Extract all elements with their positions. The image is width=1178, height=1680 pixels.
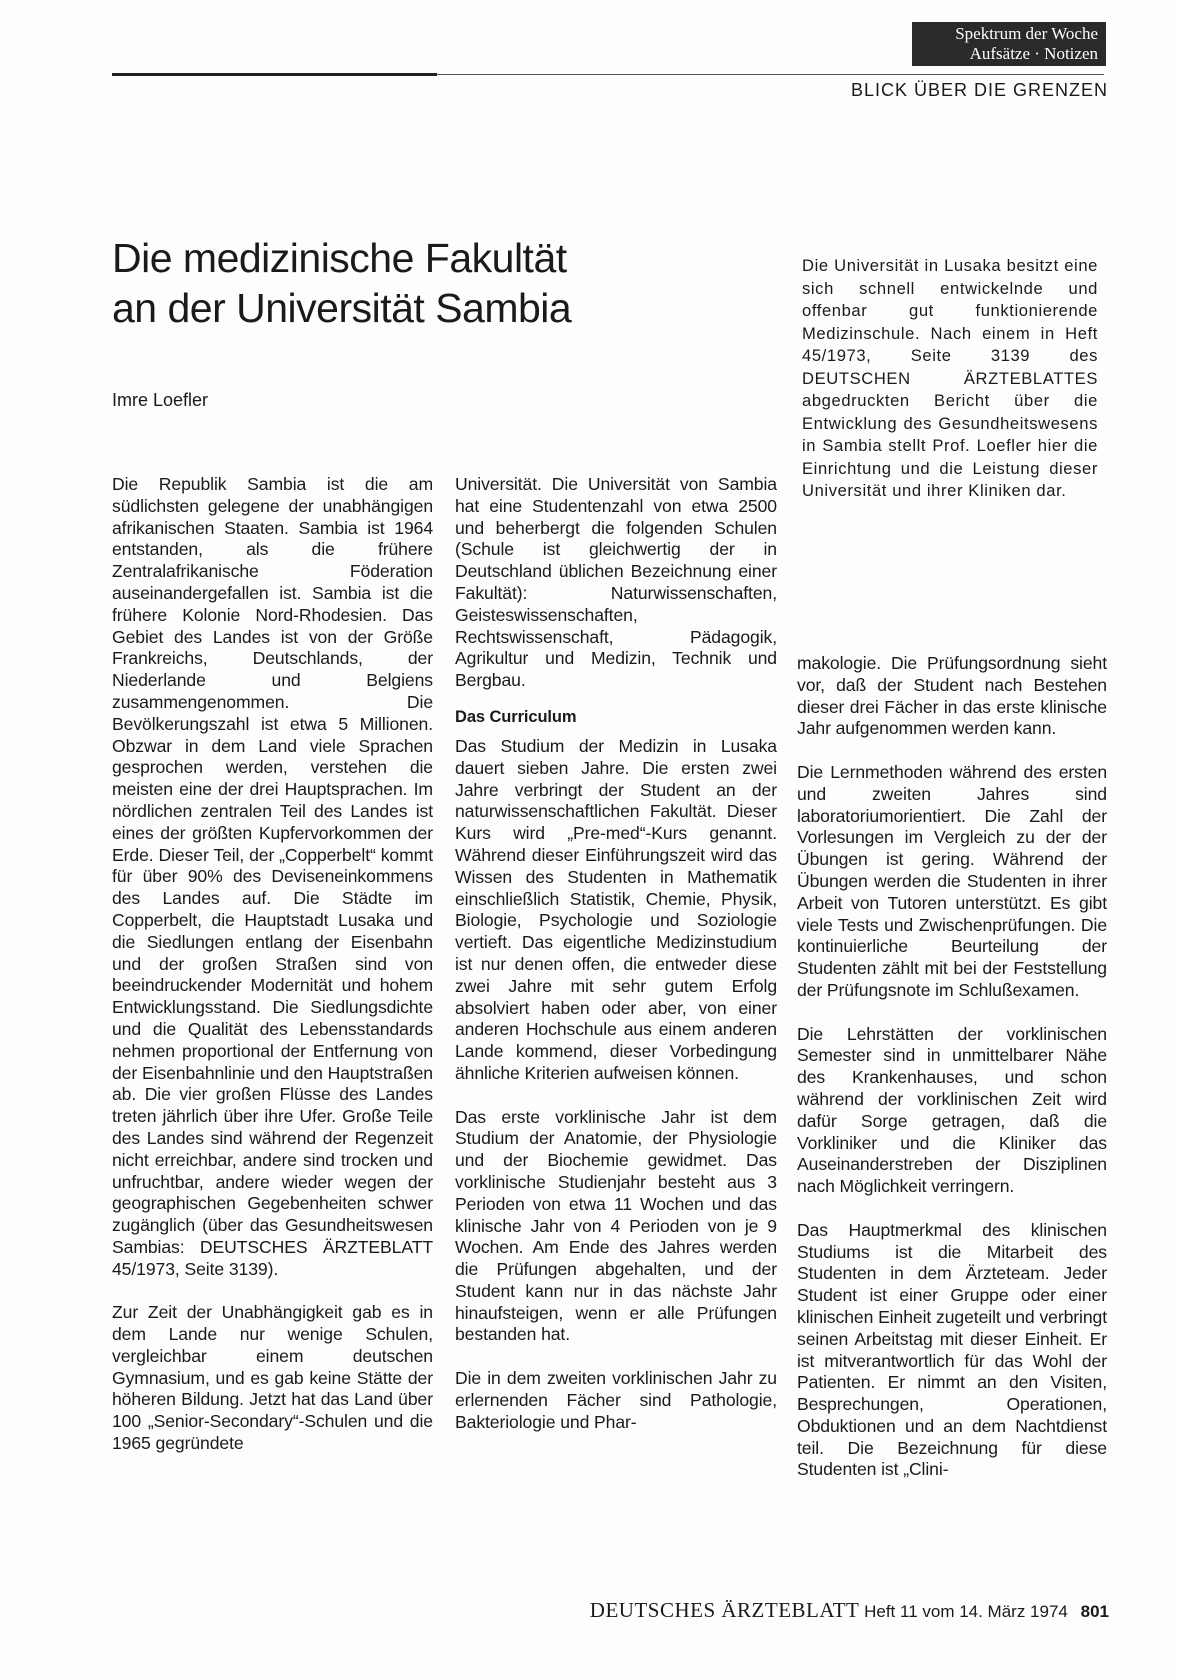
journal-name: DEUTSCHES ÄRZTEBLATT: [589, 1598, 860, 1622]
issue-info: Heft 11 vom 14. März 1974: [864, 1602, 1068, 1621]
article-title: [112, 233, 752, 333]
paragraph: Die Lehrstätten der vorklinischen Semester sind in unmittelbarer Nähe des Krankenhauses, und schon während der vorklinischen Zeit wird dafür Sorge getragen, daß die Vorkliniker und die Kliniker das Auseinanderstreben der Disziplinen nach Möglichkeit verringern.: [797, 1023, 1107, 1197]
text-column-1: [112, 474, 433, 1455]
section-heading: Das Curriculum: [455, 707, 577, 726]
paragraph: Die in dem zweiten vorklinischen Jahr zu erlernenden Fächer sind Pathologie, Bakteriologie und Phar-: [455, 1368, 777, 1432]
section-badge: [912, 22, 1106, 66]
paragraph: Universität. Die Universität von Sambia hat eine Studentenzahl von etwa 2500 und beherbergt die folgenden Schulen (Schule ist gleichwertig der in Deutschland üblichen Bezeichnung einer Fakultät): Naturwissenschaften, Geisteswissenschaften, Rechtswissenschaft, Pädagogik, Agrikultur und Medizin, Technik und Bergbau.: [455, 474, 777, 691]
text-column-2: [455, 474, 777, 1433]
header-rule-accent: [112, 73, 437, 76]
page-footer: [446, 1597, 1109, 1625]
title-line-2: an der Universität Sambia: [112, 285, 572, 331]
section-label: BLICK ÜBER DIE GRENZEN: [850, 80, 1108, 100]
paragraph: Das erste vorklinische Jahr ist dem Studium der Anatomie, der Physiologie und der Biochemie gewidmet. Das vorklinische Studienjahr besteht aus 3 Perioden von etwa 11 Wochen und das klinische Jahr von 4 Perioden von je 9 Wochen. Am Ende des Jahres werden die Prüfungen abgehalten, und der Student kann nur in das nächste Jahr hinaufsteigen, wenn er alle Prüfungen bestanden hat.: [455, 1106, 777, 1345]
paragraph: makologie. Die Prüfungsordnung sieht vor, daß der Student nach Bestehen dieser drei Fächer in das erste klinische Jahr aufgenommen werden kann.: [797, 653, 1107, 739]
paragraph: Die Lernmethoden während des ersten und zweiten Jahres sind laboratoriumorientiert. Die Zahl der Vorlesungen im Vergleich zu der der Übungen ist gering. Während der Übungen werden die Studenten in ihrer Arbeit von Tutoren unterstützt. Es gibt viele Tests und Zwischenprüfungen. Die kontinuierliche Beurteilung der Studenten zählt mit bei der Feststellung der Prüfungsnote im Schlußexamen.: [797, 761, 1107, 1000]
paragraph: Das Studium der Medizin in Lusaka dauert sieben Jahre. Die ersten zwei Jahre verbringt der Student an der naturwissenschaftlichen Fakultät. Dieser Kurs wird „Pre-med“-Kurs genannt. Während dieser Einführungszeit wird das Wissen des Studenten in Mathematik einschließlich Statistik, Chemie, Physik, Biologie, Psychologie und Soziologie vertieft. Das eigentliche Medizinstudium ist nur denen offen, die entweder diese zwei Jahre mit sehr gutem Erfolg absolviert haben oder aber, von einer anderen Hochschule aus einem anderen Lande kommend, dieser Vorbedingung ähnliche Kriterien aufweisen können.: [455, 735, 777, 1083]
badge-line-1: Spektrum der Woche: [955, 24, 1098, 43]
article-teaser: Die Universität in Lusaka besitzt eine sich schnell entwickelnde und offenbar gut funktionierende Medizinschule. Nach einem in Heft 45/1973, Seite 3139 des DEUTSCHEN ÄRZTEBLATTES abgedruckten Bericht über die Entwicklung des Gesundheitswesens in Sambia stellt Prof. Loefler hier die Einrichtung und die Leistung dieser Universität und ihrer Kliniken dar.: [802, 256, 1098, 500]
page-number: 801: [1080, 1602, 1109, 1621]
text-column-3: [797, 653, 1107, 1481]
paragraph: Zur Zeit der Unabhängigkeit gab es in dem Lande nur wenige Schulen, vergleichbar einem deutschen Gymnasium, und es gab keine Stätte der höheren Bildung. Jetzt hat das Land über 100 „Senior-Secondary“-Schulen und die 1965 gegründete: [112, 1302, 433, 1454]
paragraph: Die Republik Sambia ist die am südlichsten gelegene der unabhängigen afrikanischen Staaten. Sambia ist 1964 entstanden, als die frühere Zentralafrikanische Föderation auseinandergefallen ist. Sambia ist die frühere Kolonie Nord-Rhodesien. Das Gebiet des Landes ist von der Größe Frankreichs, Deutschlands, der Niederlande und Belgiens zusammengenommen. Die Bevölkerungszahl ist etwa 5 Millionen. Obzwar in dem Land viele Sprachen gesprochen werden, verstehen die meisten eine der drei Hauptsprachen. Im nördlichen zentralen Teil des Landes ist eines der größten Kupfervorkommen der Erde. Dieser Teil, der „Copperbelt“ kommt für über 90% des Deviseneinkommens des Landes auf. Die Städte im Copperbelt, die Hauptstadt Lusaka und die Siedlungen entlang der Eisenbahn und der großen Straßen sind von beeindruckender Modernität und hohem Entwicklungsstand. Die Siedlungsdichte und die Qualität des Lebensstandards nehmen proportional der Entfernung von der Eisenbahnlinie und den Hauptstraßen ab. Die vier großen Flüsse des Landes treten jährlich über ihre Ufer. Große Teile des Landes sind während der Regenzeit nicht erreichbar, andere sind trocken und unfruchtbar, andere wieder wegen der geographischen Gegebenheiten schwer zugänglich (über das Gesundheitswesen Sambias: DEUTSCHES ÄRZTEBLATT 45/1973, Seite 3139).: [112, 474, 433, 1279]
author-name: Imre Loefler: [112, 390, 209, 410]
paragraph: Das Hauptmerkmal des klinischen Studiums ist die Mitarbeit des Studenten in dem Ärzteteam. Jeder Student ist einer Gruppe oder einer klinischen Einheit zugeteilt und verbringt seinen Arbeitstag mit dieser Einheit. Er ist mitverantwortlich für das Wohl der Patienten. Er nimmt an den Visiten, Besprechungen, Operationen, Obduktionen und an dem Nachtdienst teil. Die Bezeichnung für diese Studenten ist „Clini-: [797, 1219, 1107, 1480]
title-line-1: Die medizinische Fakultät: [112, 235, 567, 281]
badge-line-2: Aufsätze · Notizen: [969, 44, 1098, 63]
